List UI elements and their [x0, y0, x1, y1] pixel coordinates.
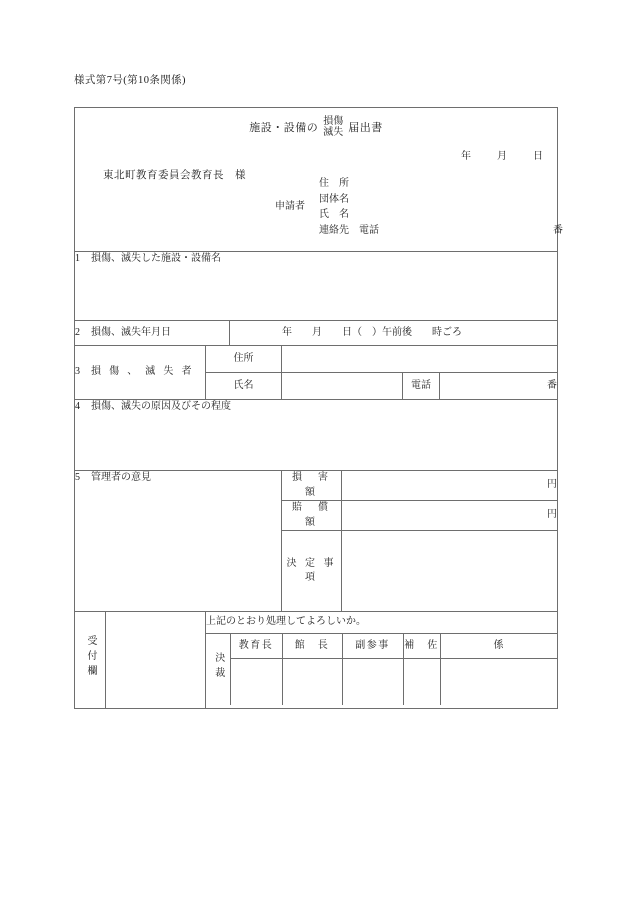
approver-title-kakari: 係 [440, 634, 558, 659]
applicant-phone-row [319, 223, 563, 239]
item-3-address-row [75, 346, 558, 373]
approval-section-cell [206, 612, 558, 709]
applicant-name-row [319, 207, 545, 223]
item-5-label-wrap [75, 472, 151, 483]
item-3-label-wrap [75, 366, 194, 377]
item-2-value-cell[interactable] [230, 321, 558, 346]
applicant-organization-label: 団体名 [319, 193, 349, 205]
form-number: 様式第7号(第10条関係) [74, 75, 186, 86]
applicant-name-label: 氏 名 [319, 209, 349, 220]
item-4-row [75, 400, 558, 471]
header-row [75, 108, 558, 252]
approval-sign-row [206, 659, 558, 706]
approver-sign-kakari[interactable] [440, 659, 558, 706]
item-3-phone-label: 電話 [403, 373, 440, 400]
item-4-cell[interactable] [75, 400, 558, 471]
header-cell [75, 108, 563, 252]
applicant-label: 申請者 [275, 200, 305, 212]
submission-date-line [461, 150, 543, 165]
item-4-label-wrap [75, 401, 231, 412]
approver-sign-fukusanji[interactable] [342, 659, 403, 706]
item-2-row [75, 321, 558, 346]
item-3-label-cell [75, 346, 206, 400]
receipt-blank-cell[interactable] [106, 612, 206, 709]
item-3-address-label: 住所 [206, 346, 282, 373]
compensation-amount-value[interactable]: 円 [342, 501, 558, 531]
title-stacked-loss: 滅失 [323, 126, 344, 138]
damage-amount-value[interactable]: 円 [342, 471, 558, 501]
date-month-label: 月 [497, 151, 507, 162]
decision-value[interactable] [342, 531, 558, 612]
item-1-cell[interactable] [75, 252, 558, 321]
approver-sign-kyoikucho[interactable] [230, 659, 282, 706]
main-form-table [74, 107, 563, 709]
approver-title-hosa: 補 佐 [403, 634, 440, 659]
applicant-block [275, 176, 563, 238]
applicant-phone-suffix: 番 [553, 224, 563, 236]
title-lead: 施設・設備の [249, 122, 319, 135]
addressee: 東北町教育委員会教育長 様 [103, 170, 246, 181]
item-5-opinion-cell[interactable] [75, 471, 282, 612]
applicant-address-row [319, 176, 545, 192]
date-day-label: 日 [533, 151, 543, 162]
item-3-number: 3 [75, 366, 80, 378]
item-1-row [75, 252, 558, 321]
damage-amount-label: 損 害 額 [282, 471, 342, 501]
item-5-number: 5 [75, 472, 80, 483]
approver-sign-hosa[interactable] [403, 659, 440, 706]
title-tail: 届出書 [348, 122, 383, 135]
item-3-address-value[interactable] [282, 346, 558, 373]
item-2-number: 2 [75, 326, 80, 338]
approval-title-row [206, 634, 558, 659]
receipt-row [75, 612, 558, 709]
item-3-label: 損 傷 、 滅 失 者 [91, 366, 195, 378]
approver-title-kancho: 館 長 [282, 634, 342, 659]
item-4-label: 損傷、滅失の原因及びその程度 [91, 401, 231, 412]
item-1-label: 損傷、滅失した施設・設備名 [91, 253, 221, 264]
applicant-organization-row [319, 192, 545, 208]
approver-title-kyoikucho: 教育長 [230, 634, 282, 659]
decision-label: 決 定 事 項 [282, 531, 342, 612]
approver-title-fukusanji: 副参事 [342, 634, 403, 659]
applicant-phone-label: 連絡先 電話 [319, 224, 379, 236]
item-5-label: 管理者の意見 [91, 472, 151, 483]
item-5-row [75, 471, 558, 501]
item-2-label: 損傷、滅失年月日 [91, 326, 171, 338]
compensation-amount-label: 賠 償 額 [282, 501, 342, 531]
receipt-label: 受付欄 [85, 634, 96, 680]
approval-table [206, 612, 558, 705]
applicant-fields [319, 176, 563, 238]
approval-query-row [206, 612, 558, 634]
approval-query: 上記のとおり処理してよろしいか。 [206, 612, 558, 634]
item-2-label-cell [75, 321, 230, 346]
item-1-number: 1 [75, 253, 80, 264]
item-3-phone-value[interactable]: 番 [440, 373, 558, 400]
incident-datetime-line: 年 月 日（ ）午前後 時ごろ [282, 326, 462, 338]
item-3-name-label: 氏名 [206, 373, 282, 400]
item-1-label-wrap [75, 253, 221, 264]
form-title [75, 118, 557, 139]
title-stacked [323, 117, 343, 138]
date-year-label: 年 [461, 151, 471, 162]
approval-label: 決裁 [212, 651, 224, 682]
approval-label-cell [206, 634, 230, 706]
receipt-label-cell [75, 612, 106, 709]
item-3-name-value[interactable] [282, 373, 403, 400]
item-2-label-wrap [75, 327, 171, 338]
item-4-number: 4 [75, 401, 80, 412]
title-stacked-damage: 損傷 [323, 116, 344, 127]
applicant-address-label: 住 所 [319, 178, 349, 189]
approver-sign-kancho[interactable] [282, 659, 342, 706]
